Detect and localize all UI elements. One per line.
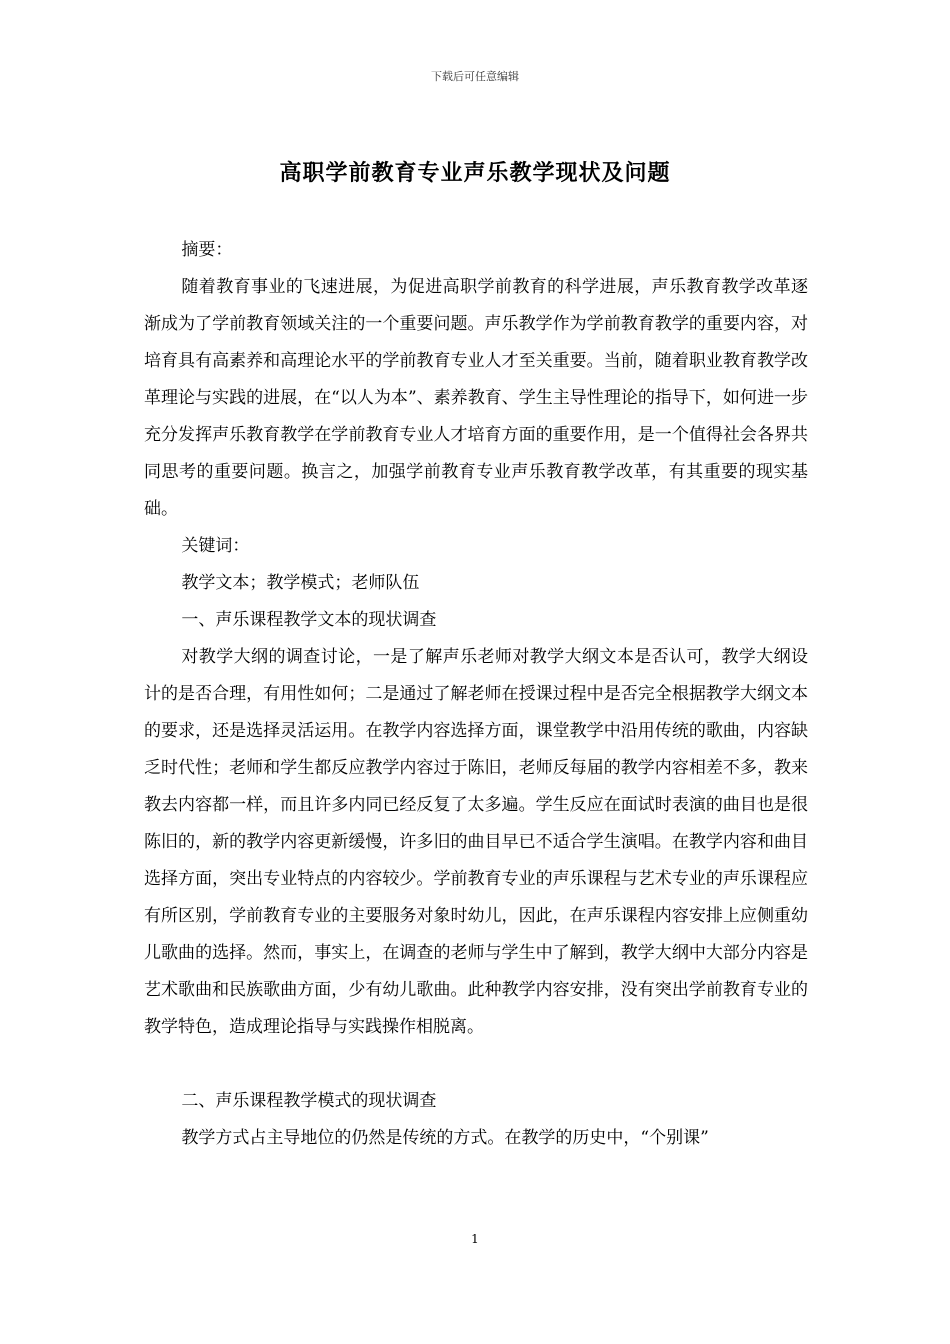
keywords-paragraph: 教学文本；教学模式；老师队伍 — [181, 573, 420, 593]
header-note: 下载后可任意编辑 — [431, 70, 519, 83]
document-body — [144, 232, 808, 1157]
abstract-label: 摘要： — [181, 240, 233, 260]
keywords-label: 关键词： — [181, 536, 250, 556]
section1-paragraph: 对教学大纲的调查讨论，一是了解声乐老师对教学大纲文本是否认可，教学大纲设计的是否合理，有用性如何；二是通过了解老师在授课过程中是否完全根据教学大纲文本的要求，还是选择灵活运用。在教学内容选择方面，课堂教学中沿用传统的歌曲，内容缺乏时代性；老师和学生都反应教学内容过于陈旧，老师反每届的教学内容相差不多，教来教去内容都一样，而且许多内同已经反复了太多遍。学生反应在面试时表演的曲目也是很陈旧的，新的教学内容更新缓慢，许多旧的曲目早已不适合学生演唱。在教学内容和曲目选择方面，突出专业特点的内容较少。学前教育专业的声乐课程与艺术专业的声乐课程应有所区别，学前教育专业的主要服务对象时幼儿，因此，在声乐课程内容安排上应侧重幼儿歌曲的选择。然而，事实上，在调查的老师与学生中了解到，教学大纲中大部分内容是艺术歌曲和民族歌曲方面，少有幼儿歌曲。此种教学内容安排，没有突出学前教育专业的教学特色，造成理论指导与实践操作相脱离。 — [144, 647, 808, 1037]
document-title: 高职学前教育专业声乐教学现状及问题 — [279, 160, 671, 186]
page-number: 1 — [471, 1232, 479, 1246]
abstract-paragraph: 随着教育事业的飞速进展，为促进高职学前教育的科学进展，声乐教育教学改革逐渐成为了学前教育领域关注的一个重要问题。声乐教学作为学前教育教学的重要内容，对培育具有高素养和高理论水平的学前教育专业人才至关重要。当前，随着职业教育教学改革理论与实践的进展，在“以人为本”、素养教育、学生主导性理论的指导下，如何进一步充分发挥声乐教育教学在学前教育专业人才培育方面的重要作用，是一个值得社会各界共同思考的重要问题。换言之，加强学前教育专业声乐教育教学改革，有其重要的现实基础。 — [144, 277, 808, 519]
section2-paragraph: 教学方式占主导地位的仍然是传统的方式。在教学的历史中，“个别课” — [181, 1128, 709, 1148]
section2-heading: 二、声乐课程教学模式的现状调查 — [181, 1091, 437, 1111]
section1-heading: 一、声乐课程教学文本的现状调查 — [181, 610, 437, 630]
